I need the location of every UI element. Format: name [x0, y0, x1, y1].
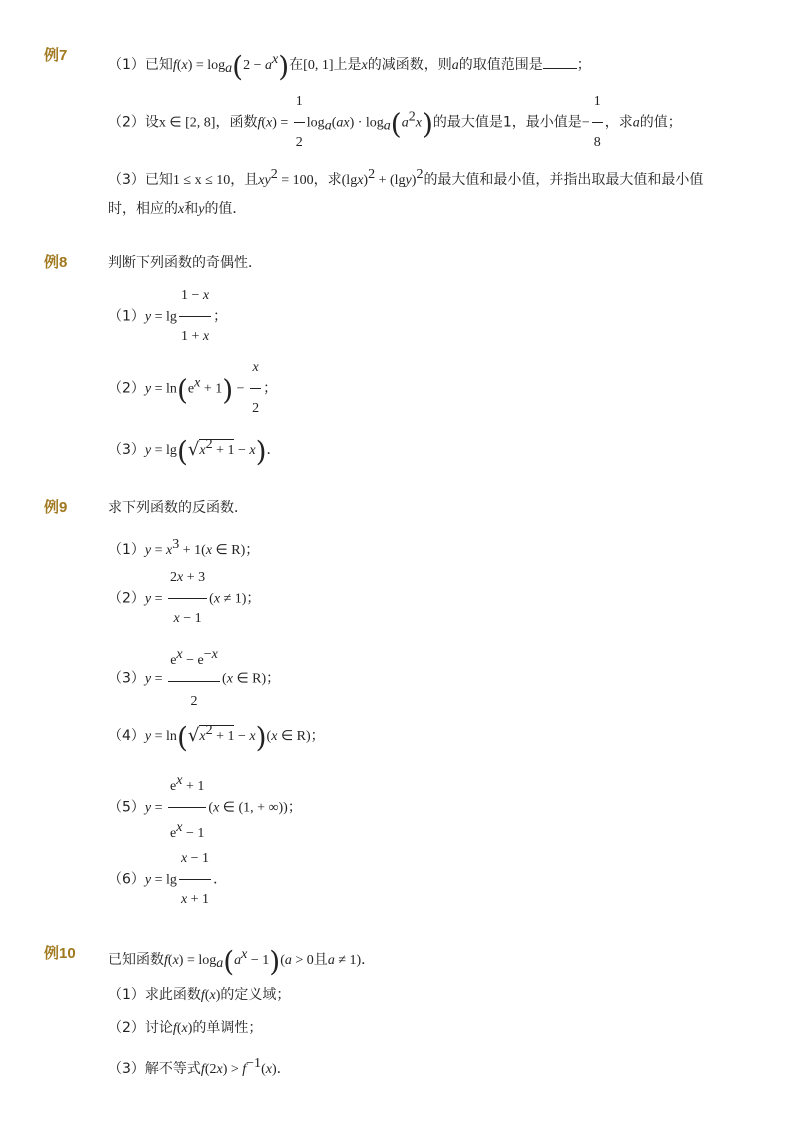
example-10-intro: 已知函数$f(x) = \log_a(a^x - 1)(a > 0$且a ≠ 1)．: [108, 945, 376, 978]
example-9-q6: （6）y = lg $\frac{x - 1}{x + 1}$ ．: [108, 849, 227, 910]
fraction: $\frac{e^x - e^{-x}}{2}$: [168, 645, 220, 712]
example-10-q3: （3）解不等式$f(2x) > f^{-1}(x)$．: [108, 1056, 291, 1077]
example-7-part-2: （2）设x ∈ [2, 8]，函数f(x) = $\frac{1}{2}$ $\log_a(ax) \cdot \log_a(a^2x)$的最大值是1，最小值是− $\frac{1}{8}$ ，求a的值；: [108, 92, 682, 153]
example-9-q1: $(1)y = x^3 + 1(x$ ∈ R)；: [108, 537, 260, 558]
fraction: $\frac{1 - x}{1 + x}$: [180, 288, 210, 344]
part-label: （3）已知: [108, 172, 173, 188]
example-7-part-3-cont: 时，相应的x和y的值．: [108, 201, 247, 217]
example-9-q4: $(4)y = \ln(√x^2 + 1 - x)(x$ ∈ R)；: [108, 721, 325, 754]
example-8-title: 例8: [44, 254, 68, 271]
example-10-title: 例10: [44, 945, 76, 962]
example-9-q3: （3）y = $\frac{e^x - e^{-x}}{2}$ (x ∈ R)；: [108, 645, 280, 712]
example-7-part-1: （1）已知$f(x) = \log_a(2 - a^x)$在[0, 1]上是x的减函数，则a的取值范围是 ；: [108, 50, 591, 83]
example-9-q2: （2）y = $\frac{2x + 3}{x - 1}$ (x ≠ 1)；: [108, 568, 260, 629]
example-10-q2: （2）讨论f(x)的单调性；: [108, 1020, 263, 1036]
part-label: （2）设: [108, 114, 159, 131]
square-root: $√x^2 + 1$: [187, 723, 235, 746]
fraction: $\frac{x}{2}$: [252, 360, 260, 416]
fraction: $\frac{1}{8}$: [593, 94, 601, 150]
fraction: $\frac{x - 1}{x + 1}$: [180, 851, 210, 907]
fraction: $\frac{2x + 3}{x - 1}$: [170, 570, 206, 626]
example-9-intro: 求下列函数的反函数．: [108, 500, 248, 516]
example-8-q3: $(3)y = \lg(√x^2 + 1 - x)$．: [108, 435, 281, 468]
fraction: $\frac{1}{2}$: [295, 94, 303, 150]
example-7-part-3: （3）已知1 ≤ x ≤ 10，且$xy^2 = 100$，求$(\lg x)^2 + (\lg y)^2$的最大值和最小值，并指出取最大值和最小值: [108, 167, 704, 188]
square-root: $√x^2 + 1$: [187, 437, 235, 460]
answer-blank: [543, 56, 577, 69]
example-8-intro: 判断下列函数的奇偶性．: [108, 255, 262, 271]
example-8-q2: $(2)y = \ln(e^x + 1)$ − $\frac{x}{2}$ ；: [108, 358, 277, 419]
example-7-title: 例7: [44, 47, 68, 64]
part-label: （1）已知: [108, 57, 173, 73]
example-10-q1: （1）求此函数f(x)的定义域；: [108, 987, 291, 1003]
example-9-q5: （5）y = $\frac{e^x + 1}{e^x - 1}$ (x ∈ (1, + ∞))；: [108, 771, 302, 844]
fraction: $\frac{e^x + 1}{e^x - 1}$: [170, 773, 205, 841]
example-9-title: 例9: [44, 499, 68, 516]
example-8-q1: （1）y = lg $\frac{1 - x}{1 + x}$ ；: [108, 286, 227, 347]
